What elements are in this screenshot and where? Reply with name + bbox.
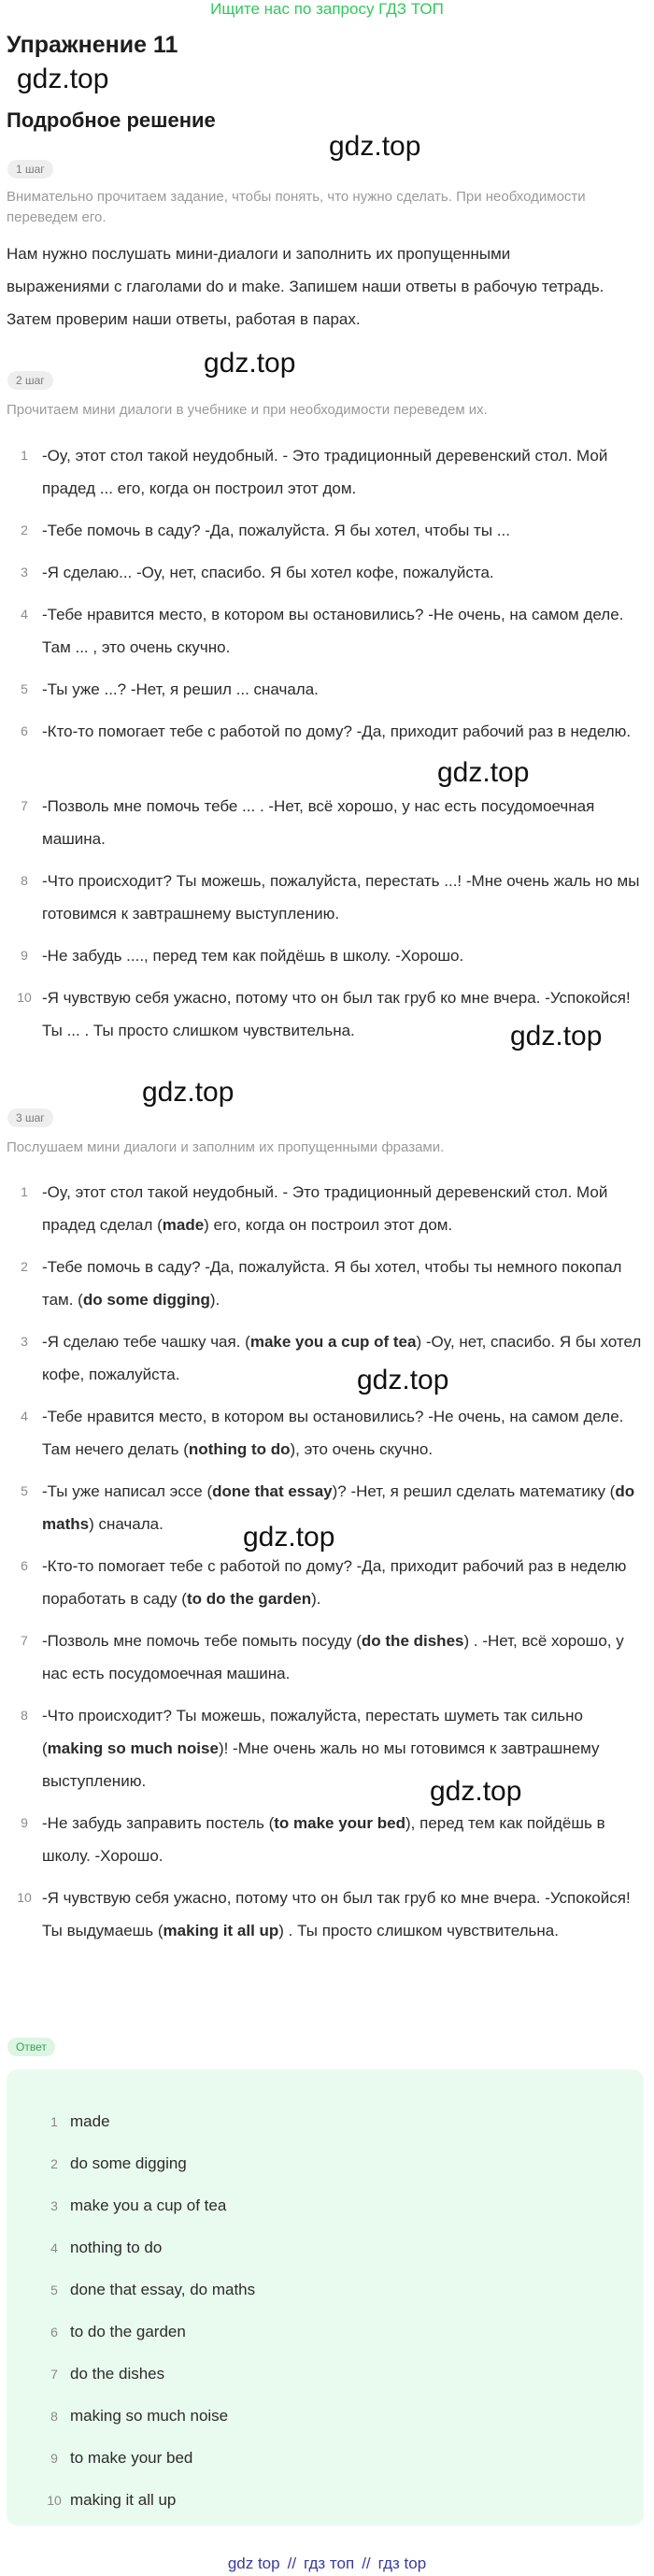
item-text-part: ) его, когда он построил этот дом. xyxy=(204,1216,453,1234)
item-answer: made xyxy=(162,1216,205,1234)
item-text: -Позволь мне помочь тебе ... . -Нет, всё хорошо, у нас есть посудомоечная машина. xyxy=(42,797,595,848)
answer-badge: Ответ xyxy=(7,2038,55,2056)
item-answer: do some digging xyxy=(82,1291,210,1309)
item-text-part: -Oy, этот стол такой неудобный. - Это традиционный деревенский стол. Мой прадед сделал ( xyxy=(42,1183,608,1234)
step-description: Послушаем мини диалоги и заполним их пропущенными фразами. xyxy=(7,1139,445,1155)
item-number: 8 xyxy=(21,873,28,888)
item-text-part: ) . -Нет, всё хорошо, у нас есть посудомоечная машина. xyxy=(42,1632,624,1682)
item-text-part: -Не забудь заправить постель ( xyxy=(42,1814,275,1832)
step-badge: 3 шаг xyxy=(7,1109,53,1127)
item-text: -Я сделаю... -Oy, нет, спасибо. Я бы хотел кофе, пожалуйста. xyxy=(42,564,494,581)
answer-text: do the dishes xyxy=(70,2365,165,2383)
item-text-part: ) сначала. xyxy=(89,1515,164,1533)
answer-text: making it all up xyxy=(70,2491,177,2509)
item-text-part: ), это очень скучно. xyxy=(290,1440,434,1458)
answer-number: 9 xyxy=(50,2451,58,2466)
answer-text: done that essay, do maths xyxy=(70,2281,256,2298)
answer-text: making so much noise xyxy=(70,2407,229,2425)
item-number: 4 xyxy=(21,607,28,622)
answer-text: to do the garden xyxy=(70,2323,186,2340)
item-number: 9 xyxy=(21,1815,28,1830)
item-text-part: -Тебе помочь в саду? -Да, пожалуйста. Я бы хотел, чтобы ты немного покопал там. ( xyxy=(42,1258,622,1309)
item-text-part: ) -Oy, нет, спасибо. Я бы хотел кофе, пожалуйста. xyxy=(42,1333,642,1383)
item-number: 1 xyxy=(21,1184,28,1199)
item-text-part: -Тебе нравится место, в котором вы остановились? -Не очень, на самом деле. Там нечего делать ( xyxy=(42,1408,624,1458)
answer-text: nothing to do xyxy=(70,2239,163,2256)
footer-link[interactable]: гдз топ xyxy=(304,2555,355,2572)
item-answer: do the dishes xyxy=(361,1632,464,1650)
watermark: gdz.top xyxy=(243,1522,335,1553)
watermark: gdz.top xyxy=(17,64,109,94)
exercise-title: Упражнение 11 xyxy=(7,32,178,58)
item-text xyxy=(42,1699,647,1797)
item-number: 1 xyxy=(21,448,28,463)
item-number: 5 xyxy=(21,1483,28,1498)
item-text-part: ). xyxy=(311,1590,321,1608)
solution-subtitle: Подробное решение xyxy=(7,108,216,132)
item-text-part: -Я сделаю тебе чашку чая. ( xyxy=(42,1333,250,1351)
item-number: 10 xyxy=(17,990,32,1005)
item-text xyxy=(42,1251,647,1316)
answer-number: 1 xyxy=(50,2114,58,2129)
item-text xyxy=(42,1325,647,1391)
item-text xyxy=(42,1882,647,1947)
item-number: 8 xyxy=(21,1708,28,1723)
item-text xyxy=(42,1624,647,1690)
item-text-part: )! -Мне очень жаль но мы готовимся к завтрашнему выступлению. xyxy=(42,1739,600,1790)
answer-text: made xyxy=(70,2112,110,2130)
item-number: 5 xyxy=(21,681,28,696)
answer-number: 7 xyxy=(50,2367,58,2382)
item-number: 10 xyxy=(17,1890,32,1905)
item-answer: to do the garden xyxy=(186,1590,312,1608)
step-badge: 1 шаг xyxy=(7,160,53,179)
item-text: -Тебе нравится место, в котором вы остановились? -Не очень, на самом деле. Там ... , это очень скучно. xyxy=(42,606,624,656)
item-text xyxy=(42,1475,647,1540)
step-description: Внимательно прочитаем задание, чтобы понять, что нужно сделать. При необходимости переведем его. xyxy=(7,189,586,225)
item-text-part: -Ты уже написал эссе ( xyxy=(42,1482,213,1500)
answer-number: 6 xyxy=(50,2325,58,2340)
item-text-part: ). xyxy=(209,1291,220,1309)
item-number: 9 xyxy=(21,948,28,963)
watermark: gdz.top xyxy=(142,1077,235,1108)
answer-number: 5 xyxy=(50,2283,58,2297)
step-badge: 2 шаг xyxy=(7,371,53,390)
item-answer: making so much noise xyxy=(47,1739,219,1757)
item-text: -Не забудь ...., перед тем как пойдёшь в школу. -Хорошо. xyxy=(42,947,464,965)
search-banner[interactable]: Ищите нас по запросу ГДЗ ТОП xyxy=(210,0,444,18)
watermark: gdz.top xyxy=(329,131,421,162)
answer-number: 8 xyxy=(50,2409,58,2424)
item-text xyxy=(42,1400,647,1466)
item-text-part: )? -Нет, я решил сделать математику ( xyxy=(332,1482,616,1500)
answer-number: 2 xyxy=(50,2156,58,2171)
item-answer: to make your bed xyxy=(274,1814,405,1832)
step-text: Нам нужно послушать мини-диалоги и заполнить их пропущенными выражениями с глаголами do и make. Запишем наши ответы в рабочую тетрадь. Затем проверим наши ответы, работая в парах. xyxy=(7,245,604,328)
item-text-part: -Я чувствую себя ужасно, потому что он был так груб ко мне вчера. -Успокойся! Ты выдумаешь ( xyxy=(42,1889,631,1939)
footer-separator: // xyxy=(362,2555,371,2572)
item-text xyxy=(42,1807,647,1872)
footer-separator: // xyxy=(287,2555,297,2572)
answer-text: make you a cup of tea xyxy=(70,2197,227,2214)
watermark: gdz.top xyxy=(510,1021,603,1052)
item-text: -Кто-то помогает тебе с работой по дому? -Да, приходит рабочий раз в неделю. xyxy=(42,723,632,740)
item-text xyxy=(42,1176,647,1241)
answer-box xyxy=(7,2069,644,2526)
item-text-part: -Что происходит? Ты можешь, пожалуйста, перестать шуметь так сильно ( xyxy=(42,1707,583,1757)
answer-text: to make your bed xyxy=(70,2449,193,2467)
item-text: -Что происходит? Ты можешь, пожалуйста, перестать ...! -Мне очень жаль но мы готовимся к завтрашнему выступлению. xyxy=(42,872,640,923)
item-answer: do maths xyxy=(42,1482,635,1533)
answer-number: 3 xyxy=(50,2198,58,2213)
item-text: -Ты уже ...? -Нет, я решил ... сначала. xyxy=(42,680,319,698)
answer-number: 4 xyxy=(50,2240,58,2255)
item-text xyxy=(42,1550,647,1615)
step-description: Прочитаем мини диалоги в учебнике и при необходимости переведем их. xyxy=(7,402,488,418)
item-answer: make you a cup of tea xyxy=(249,1333,417,1351)
item-answer: done that essay xyxy=(212,1482,333,1500)
item-number: 2 xyxy=(21,1259,28,1274)
item-number: 6 xyxy=(21,723,28,738)
item-number: 3 xyxy=(21,1334,28,1349)
item-number: 7 xyxy=(21,1633,28,1648)
item-number: 6 xyxy=(21,1558,28,1573)
item-text-part: -Позволь мне помочь тебе помыть посуду ( xyxy=(42,1632,362,1650)
watermark: gdz.top xyxy=(204,348,296,379)
item-text: -Тебе помочь в саду? -Да, пожалуйста. Я бы хотел, чтобы ты ... xyxy=(42,522,510,539)
item-answer: making it all up xyxy=(163,1922,279,1939)
answer-number: 10 xyxy=(47,2493,62,2508)
item-number: 2 xyxy=(21,522,28,537)
footer-link[interactable]: гдз top xyxy=(377,2555,427,2572)
watermark: gdz.top xyxy=(357,1365,449,1395)
item-text-part: ), перед тем как пойдёшь в школу. -Хорошо. xyxy=(42,1814,605,1865)
item-number: 3 xyxy=(21,565,28,580)
item-text: -Oy, этот стол такой неудобный. - Это традиционный деревенский стол. Мой прадед ... его, когда он построил этот дом. xyxy=(42,447,608,497)
item-text: -Я чувствую себя ужасно, потому что он был так груб ко мне вчера. -Успокойся! Ты ... . Ты просто слишком чувствительна. xyxy=(42,989,631,1039)
watermark: gdz.top xyxy=(437,757,530,788)
footer-links xyxy=(0,2555,654,2573)
item-answer: nothing to do xyxy=(188,1440,291,1458)
item-number: 7 xyxy=(21,798,28,813)
watermark: gdz.top xyxy=(430,1776,522,1807)
item-number: 4 xyxy=(21,1409,28,1424)
item-text-part: ) . Ты просто слишком чувствительна. xyxy=(278,1922,559,1939)
footer-link[interactable]: gdz top xyxy=(227,2555,280,2572)
answer-text: do some digging xyxy=(70,2154,187,2172)
item-text-part: -Кто-то помогает тебе с работой по дому? -Да, приходит рабочий раз в неделю поработать в саду ( xyxy=(42,1557,627,1608)
